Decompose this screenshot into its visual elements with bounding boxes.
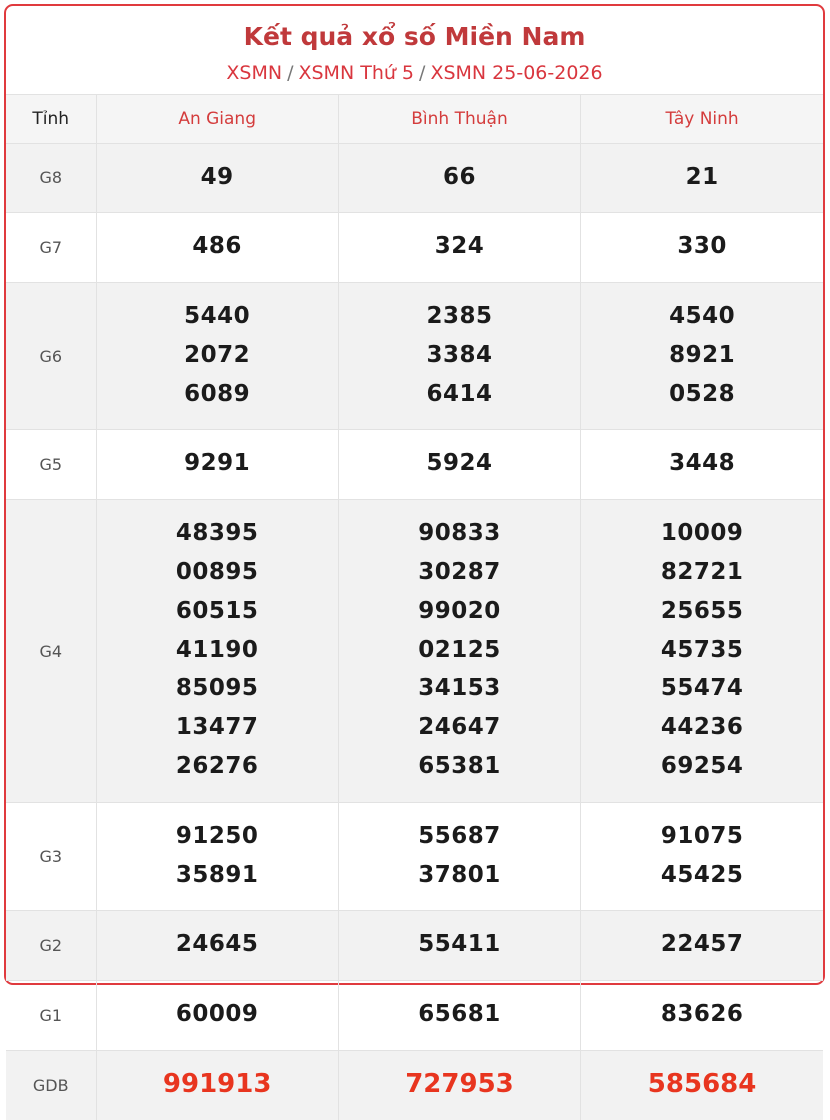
result-number: 60515 <box>175 597 259 624</box>
result-number: 34153 <box>418 675 501 702</box>
breadcrumb-link-xsmn-date[interactable]: XSMN 25-06-2026 <box>430 62 603 84</box>
breadcrumb-link-xsmn[interactable]: XSMN <box>226 62 283 84</box>
breadcrumb-link-xsmn-thu5[interactable]: XSMN Thứ 5 <box>298 62 415 84</box>
result-number: 90833 <box>418 520 501 547</box>
result-number: 26276 <box>175 753 259 780</box>
result-number: 45735 <box>660 636 744 663</box>
result-number: 5440 <box>184 303 251 330</box>
result-number: 9291 <box>184 450 251 477</box>
results-card <box>4 4 825 1100</box>
result-cell <box>96 283 338 430</box>
table-row <box>6 143 823 213</box>
result-number: 2072 <box>184 341 251 368</box>
result-number: 02125 <box>418 636 501 663</box>
result-number: 35891 <box>175 861 259 888</box>
result-number: 85095 <box>175 675 259 702</box>
result-number: 30287 <box>418 559 501 586</box>
result-number: 83626 <box>660 1001 744 1028</box>
prize-label: G1 <box>6 981 96 1051</box>
result-number: 00895 <box>175 559 259 586</box>
result-cell <box>96 143 338 213</box>
special-prize-number: 991913 <box>162 1069 272 1100</box>
result-number: 3448 <box>669 450 736 477</box>
breadcrumb-separator: / <box>287 62 294 84</box>
result-cell <box>96 1051 338 1120</box>
table-row <box>6 981 823 1051</box>
result-cell <box>581 911 823 981</box>
result-cell <box>581 143 823 213</box>
result-number: 44236 <box>660 714 744 741</box>
result-number: 8921 <box>669 341 736 368</box>
prize-label: G8 <box>6 143 96 213</box>
result-number: 69254 <box>660 753 744 780</box>
result-cell <box>338 1051 580 1120</box>
special-prize-number: 585684 <box>647 1069 757 1100</box>
result-number: 324 <box>434 233 485 260</box>
result-number: 65381 <box>418 753 501 780</box>
result-number: 24645 <box>175 931 259 958</box>
result-cell <box>338 802 580 911</box>
result-number: 22457 <box>660 931 744 958</box>
table-row <box>6 283 823 430</box>
result-cell <box>338 213 580 283</box>
result-number: 65681 <box>418 1001 501 1028</box>
special-prize-number: 727953 <box>405 1069 514 1100</box>
result-number: 0528 <box>669 380 736 407</box>
result-number: 2385 <box>426 303 493 330</box>
column-header-tay-ninh[interactable]: Tây Ninh <box>581 95 823 143</box>
results-table <box>6 95 823 1120</box>
prize-label: GDB <box>6 1051 96 1120</box>
result-number: 99020 <box>418 597 501 624</box>
result-cell <box>96 802 338 911</box>
result-cell <box>338 430 580 500</box>
result-cell <box>96 213 338 283</box>
result-number: 55687 <box>418 822 501 849</box>
result-number: 37801 <box>418 861 501 888</box>
result-cell <box>338 500 580 803</box>
result-number: 60009 <box>175 1001 259 1028</box>
result-number: 66 <box>442 163 476 190</box>
table-row <box>6 430 823 500</box>
result-number: 3384 <box>426 341 493 368</box>
result-number: 49 <box>200 163 234 190</box>
prize-label: G3 <box>6 802 96 911</box>
result-number: 486 <box>192 233 242 260</box>
results-body <box>6 143 823 1120</box>
result-cell <box>581 500 823 803</box>
result-cell <box>581 981 823 1051</box>
result-cell <box>581 1051 823 1120</box>
column-header-binh-thuan[interactable]: Bình Thuận <box>338 95 580 143</box>
result-cell <box>96 500 338 803</box>
result-number: 330 <box>677 233 727 260</box>
result-cell <box>338 981 580 1051</box>
result-number: 5924 <box>426 450 493 477</box>
result-number: 48395 <box>175 520 259 547</box>
table-header-row <box>6 95 823 143</box>
result-cell <box>581 283 823 430</box>
result-number: 45425 <box>660 861 744 888</box>
result-cell <box>338 143 580 213</box>
prize-label: G5 <box>6 430 96 500</box>
table-row <box>6 500 823 803</box>
result-cell <box>96 911 338 981</box>
prize-label: G6 <box>6 283 96 430</box>
table-row <box>6 802 823 911</box>
result-number: 4540 <box>669 303 736 330</box>
result-number: 6089 <box>184 380 251 407</box>
prize-label: G2 <box>6 911 96 981</box>
prize-label: G4 <box>6 500 96 803</box>
table-row <box>6 911 823 981</box>
result-number: 25655 <box>660 597 744 624</box>
table-row <box>6 213 823 283</box>
column-header-an-giang[interactable]: An Giang <box>96 95 338 143</box>
table-row <box>6 1051 823 1120</box>
result-number: 24647 <box>418 714 501 741</box>
result-number: 55474 <box>660 675 744 702</box>
result-number: 91250 <box>175 822 259 849</box>
result-cell <box>96 981 338 1051</box>
result-number: 10009 <box>660 520 744 547</box>
column-header-province-label: Tỉnh <box>6 95 96 143</box>
result-number: 82721 <box>660 559 744 586</box>
result-cell <box>96 430 338 500</box>
result-cell <box>581 802 823 911</box>
result-cell <box>338 283 580 430</box>
breadcrumb-separator: / <box>419 62 426 84</box>
result-cell <box>581 430 823 500</box>
result-number: 6414 <box>426 380 493 407</box>
results-header <box>6 6 823 95</box>
breadcrumb <box>6 61 823 85</box>
result-number: 13477 <box>175 714 259 741</box>
result-number: 55411 <box>418 931 501 958</box>
result-cell <box>338 911 580 981</box>
result-number: 21 <box>685 163 719 190</box>
prize-label: G7 <box>6 213 96 283</box>
result-number: 91075 <box>660 822 744 849</box>
result-cell <box>581 213 823 283</box>
result-number: 41190 <box>175 636 259 663</box>
page-title: Kết quả xổ số Miền Nam <box>243 22 586 51</box>
